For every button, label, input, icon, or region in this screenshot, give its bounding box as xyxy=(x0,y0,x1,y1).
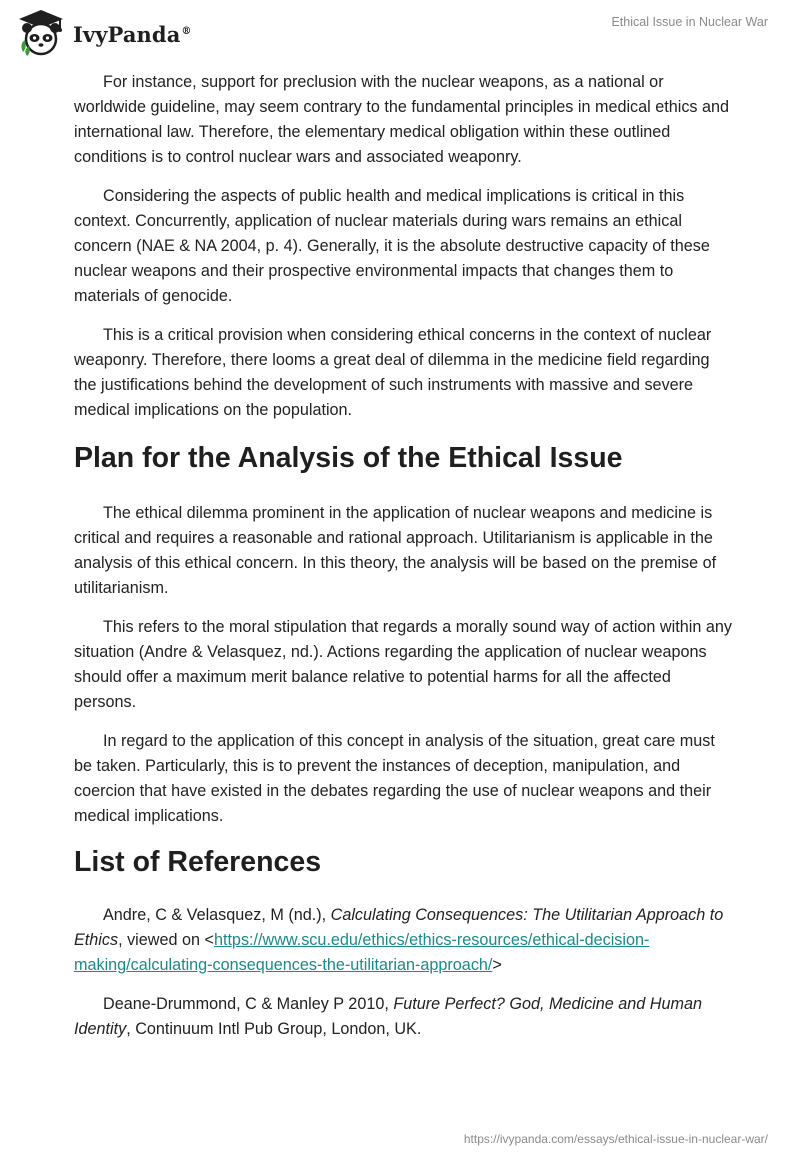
section-heading-references: List of References xyxy=(74,846,322,878)
body-paragraph: Considering the aspects of public health and medical implications is critical in this context. Concurrently, application of nuclear materials during wars remains an ethical concern (NAE & NA 2004, p. 4). Generally, it is the absolute destructive capacity of these nuclear weapons and their prospective environmental impacts that changes them to materials of genocide. xyxy=(74,187,710,305)
reference-title: Future Perfect? God, Medicine and Human Identity xyxy=(74,995,702,1038)
ivypanda-logo[interactable] xyxy=(15,8,192,60)
section-heading-plan: Plan for the Analysis of the Ethical Issue xyxy=(74,442,623,474)
document-title: Ethical Issue in Nuclear War xyxy=(611,15,768,29)
reference-link[interactable]: https://www.scu.edu/ethics/ethics-resources/ethical-decision-making/calculating-consequences-the-utilitarian-approach/ xyxy=(74,931,650,974)
panda-graduate-icon xyxy=(15,8,67,60)
source-url: https://ivypanda.com/essays/ethical-issue-in-nuclear-war/ xyxy=(463,1132,768,1146)
reference-item xyxy=(74,992,734,1042)
reference-details: , Continuum Intl Pub Group, London, UK. xyxy=(126,1020,422,1038)
body-paragraph: For instance, support for preclusion with the nuclear weapons, as a national or worldwide guideline, may seem contrary to the fundamental principles in medical ethics and international law. Therefore, the elementary medical obligation within these outlined conditions is to control nuclear wars and associated weaponry. xyxy=(74,73,730,166)
reference-title: Calculating Consequences: The Utilitarian Approach to Ethics xyxy=(74,906,724,949)
body-paragraph: This is a critical provision when considering ethical concerns in the context of nuclear weaponry. Therefore, there looms a great deal of dilemma in the medicine field regarding the justifications behind the development of such instruments with massive and severe medical implications on the population. xyxy=(74,326,712,419)
reference-authors: Deane-Drummond, C & Manley P 2010, xyxy=(103,995,394,1013)
reference-authors: Andre, C & Velasquez, M (nd.), xyxy=(103,906,331,924)
page-header xyxy=(0,0,800,70)
body-paragraph: The ethical dilemma prominent in the application of nuclear weapons and medicine is critical and requires a reasonable and rational approach. Utilitarianism is applicable in the analysis of this ethical concern. In this theory, the analysis will be based on the premise of utilitarianism. xyxy=(74,504,717,597)
body-paragraph: In regard to the application of this concept in analysis of the situation, great care must be taken. Particularly, this is to prevent the instances of deception, manipulation, and coercion that have existed in the debates regarding the use of nuclear weapons and their medical implications. xyxy=(74,732,715,825)
reference-details: , viewed on < xyxy=(118,931,214,949)
body-paragraph: This refers to the moral stipulation that regards a morally sound way of action within any situation (Andre & Velasquez, nd.). Actions regarding the application of nuclear weapons should offer a maximum merit balance relative to potential harms for all the affected persons. xyxy=(74,618,732,711)
reference-end: > xyxy=(492,956,502,974)
reference-item xyxy=(74,903,734,978)
essay-content xyxy=(74,70,734,1056)
brand-name: IvyPanda® xyxy=(73,21,192,47)
